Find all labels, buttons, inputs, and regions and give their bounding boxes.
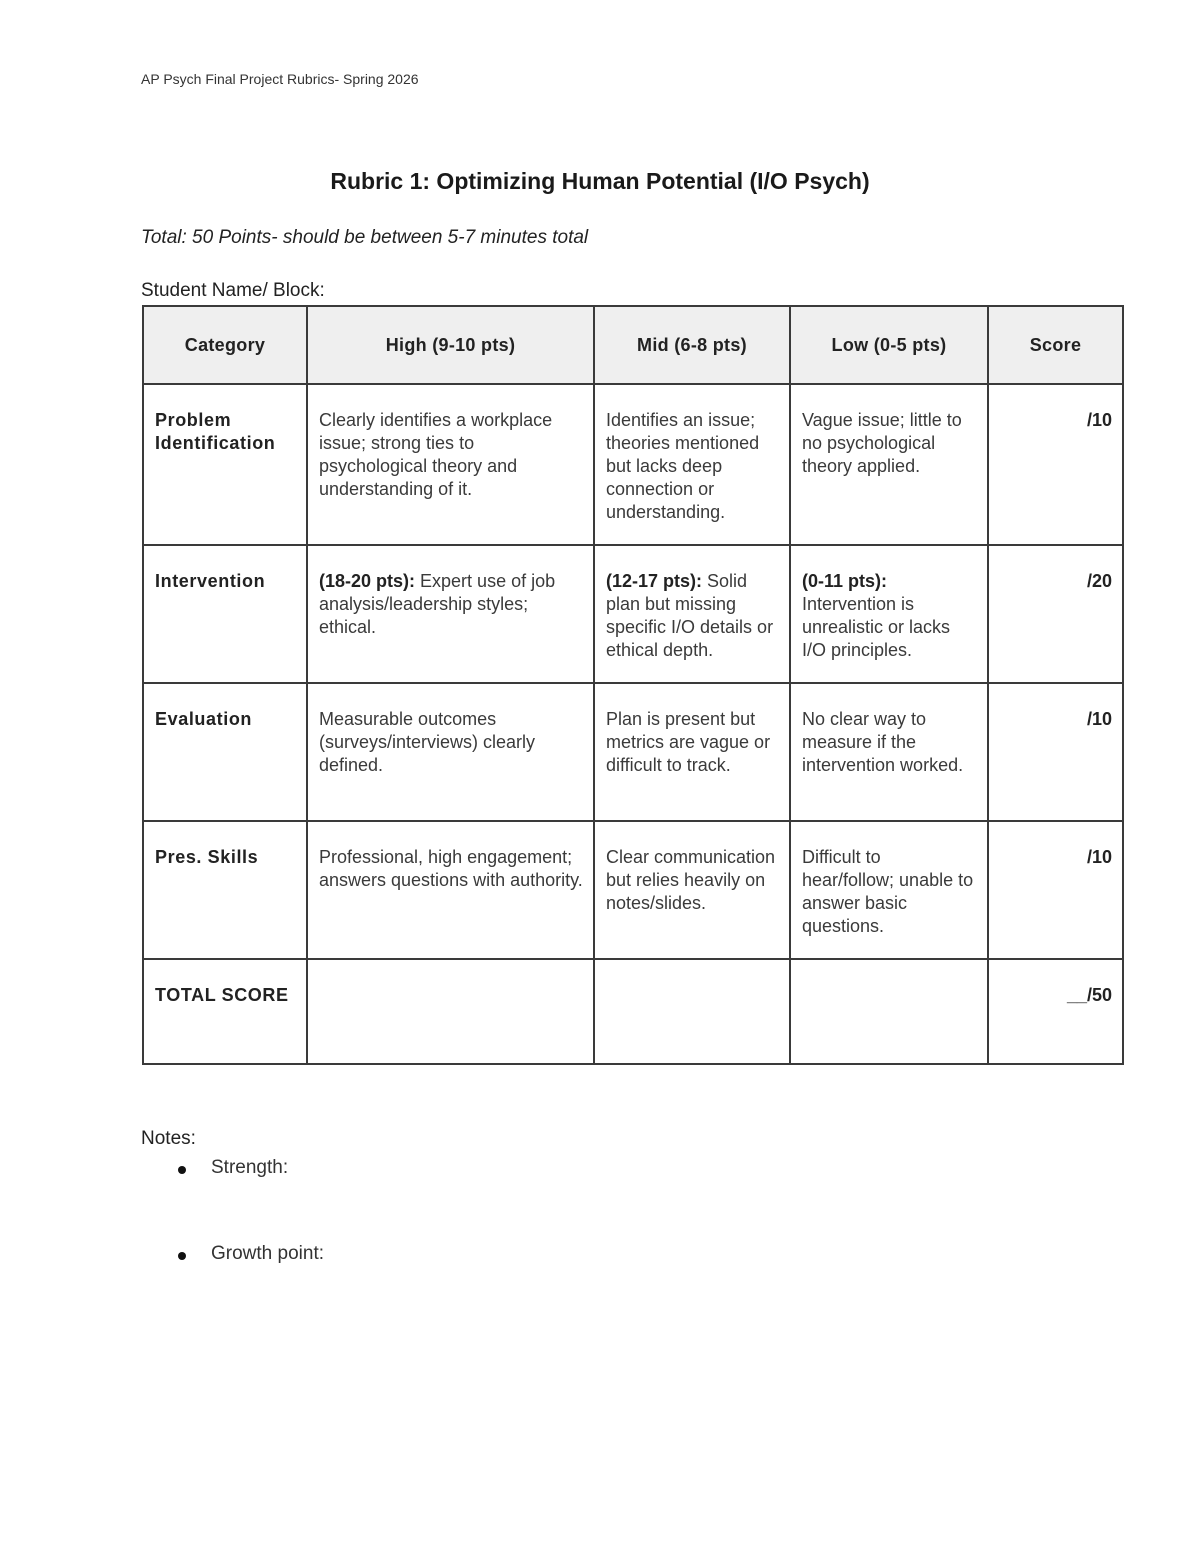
total-points-line: Total: 50 Points- should be between 5-7 minutes total bbox=[141, 227, 589, 248]
category-label: Problem Identification bbox=[155, 410, 276, 453]
notes-label: Notes: bbox=[141, 1128, 196, 1149]
low-cell bbox=[790, 683, 988, 821]
header-score: Score bbox=[988, 306, 1123, 384]
category-cell bbox=[143, 683, 307, 821]
score-cell bbox=[988, 821, 1123, 959]
table-row bbox=[143, 545, 1123, 683]
mid-cell bbox=[594, 384, 790, 545]
running-header: AP Psych Final Project Rubrics- Spring 2026 bbox=[141, 71, 419, 87]
strength-label: Strength: bbox=[211, 1157, 289, 1178]
high-lead: (18-20 pts): bbox=[319, 571, 416, 591]
total-score-value: __/50 bbox=[1066, 985, 1112, 1005]
low-cell bbox=[790, 545, 988, 683]
score-value: /10 bbox=[1086, 709, 1112, 729]
table-row bbox=[143, 384, 1123, 545]
header-mid: Mid (6-8 pts) bbox=[594, 306, 790, 384]
category-label: Intervention bbox=[155, 571, 266, 591]
total-score-label: TOTAL SCORE bbox=[155, 985, 289, 1005]
low-cell bbox=[790, 821, 988, 959]
rubric-table bbox=[142, 305, 1124, 1065]
header-row bbox=[143, 306, 1123, 384]
mid-cell bbox=[594, 683, 790, 821]
table-row bbox=[143, 683, 1123, 821]
category-cell bbox=[143, 545, 307, 683]
high-description: Measurable outcomes (surveys/interviews) clearly defined. bbox=[319, 709, 536, 775]
high-cell bbox=[307, 384, 594, 545]
low-description: Vague issue; little to no psychological theory applied. bbox=[802, 410, 962, 476]
mid-cell bbox=[594, 821, 790, 959]
total-score-row bbox=[143, 959, 1123, 1064]
low-cell bbox=[790, 384, 988, 545]
category-cell bbox=[143, 384, 307, 545]
mid-description: Identifies an issue; theories mentioned but lacks deep connection or understanding. bbox=[606, 410, 760, 522]
score-cell bbox=[988, 384, 1123, 545]
header-category: Category bbox=[143, 306, 307, 384]
total-score-cell bbox=[988, 959, 1123, 1064]
empty-cell bbox=[790, 959, 988, 1064]
score-value: /20 bbox=[1086, 571, 1112, 591]
high-description: Professional, high engagement; answers questions with authority. bbox=[319, 847, 583, 890]
low-description: Difficult to hear/follow; unable to answer basic questions. bbox=[802, 847, 974, 936]
mid-cell bbox=[594, 545, 790, 683]
table-row bbox=[143, 821, 1123, 959]
header-low: Low (0-5 pts) bbox=[790, 306, 988, 384]
bullet-dot-icon bbox=[178, 1166, 186, 1174]
page-title: Rubric 1: Optimizing Human Potential (I/O Psych) bbox=[330, 168, 870, 194]
category-cell bbox=[143, 821, 307, 959]
growth-point-label: Growth point: bbox=[211, 1243, 324, 1264]
student-name-block-label: Student Name/ Block: bbox=[141, 280, 325, 301]
score-cell bbox=[988, 683, 1123, 821]
category-label: Pres. Skills bbox=[155, 847, 259, 867]
high-cell bbox=[307, 683, 594, 821]
bullet-dot-icon bbox=[178, 1252, 186, 1260]
score-value: /10 bbox=[1086, 410, 1112, 430]
category-label: Evaluation bbox=[155, 709, 253, 729]
low-description: No clear way to measure if the intervention worked. bbox=[802, 709, 964, 775]
mid-description: Plan is present but metrics are vague or difficult to track. bbox=[606, 709, 771, 775]
low-lead: (0-11 pts): bbox=[802, 571, 888, 591]
high-description: Expert use of job analysis/leadership styles; ethical. bbox=[319, 571, 556, 637]
empty-cell bbox=[307, 959, 594, 1064]
category-cell bbox=[143, 959, 307, 1064]
low-description: Intervention is unrealistic or lacks I/O principles. bbox=[802, 594, 951, 660]
mid-description: Clear communication but relies heavily on notes/slides. bbox=[606, 847, 776, 913]
high-cell bbox=[307, 545, 594, 683]
score-value: /10 bbox=[1086, 847, 1112, 867]
mid-lead: (12-17 pts): bbox=[606, 571, 703, 591]
high-description: Clearly identifies a workplace issue; strong ties to psychological theory and understanding of it. bbox=[319, 410, 553, 499]
header-high: High (9-10 pts) bbox=[307, 306, 594, 384]
empty-cell bbox=[594, 959, 790, 1064]
high-cell bbox=[307, 821, 594, 959]
mid-description: Solid plan but missing specific I/O details or ethical depth. bbox=[606, 571, 774, 660]
score-cell bbox=[988, 545, 1123, 683]
